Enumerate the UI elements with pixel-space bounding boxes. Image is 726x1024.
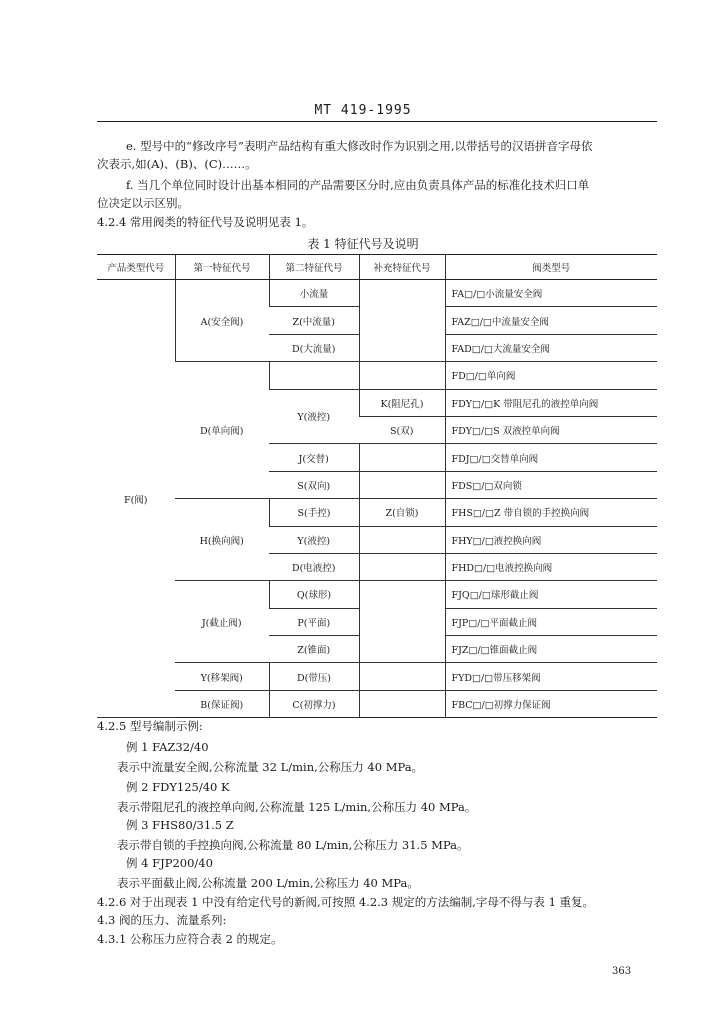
supplement-code-cell: Z(自锁): [359, 499, 445, 526]
col-header: 补充特征代号: [359, 255, 445, 280]
model-cell: FA□/□小流量安全阀: [445, 280, 657, 307]
supplement-code-cell: [359, 663, 445, 690]
model-cell: FDY□/□K 带阻尼孔的液控单向阀: [445, 389, 657, 416]
header-rule: [97, 121, 657, 122]
example-4-text: 表示平面截止阀,公称流量 200 L/min,公称压力 40 MPa。: [117, 876, 419, 890]
table-row: [97, 663, 657, 690]
second-code-cell: 小流量: [269, 280, 359, 307]
model-cell: FJQ□/□球形截止阀: [445, 581, 657, 608]
second-code-cell: Q(球形): [269, 581, 359, 608]
col-header: 产品类型代号: [97, 255, 175, 280]
model-cell: FJZ□/□锥面截止阀: [445, 636, 657, 663]
first-code-cell: A(安全阀): [175, 280, 269, 362]
model-cell: FAZ□/□中流量安全阀: [445, 307, 657, 334]
table-row: [97, 581, 657, 608]
first-code-cell: H(换向阀): [175, 499, 269, 581]
supplement-code-cell: [359, 690, 445, 717]
supplement-code-cell: [359, 444, 445, 471]
second-code-cell: P(平面): [269, 608, 359, 635]
note-f-line2: 位决定以示区别。: [97, 196, 189, 210]
table-header-row: [97, 255, 657, 280]
first-code-cell: D(单向阀): [175, 362, 269, 499]
section-4-3-1: 4.3.1 公称压力应符合表 2 的规定。: [97, 932, 283, 946]
first-code-cell: B(保证阀): [175, 690, 269, 717]
second-code-cell: Z(中流量): [269, 307, 359, 334]
model-cell: FDY□/□S 双液控单向阀: [445, 416, 657, 443]
model-cell: FHY□/□液控换向阀: [445, 526, 657, 553]
supplement-code-cell: [359, 553, 445, 580]
first-code-cell: Y(移架阀): [175, 663, 269, 690]
model-cell: FJP□/□平面截止阀: [445, 608, 657, 635]
section-4-2-4: 4.2.4 常用阀类的特征代号及说明见表 1。: [97, 215, 314, 229]
second-code-cell: D(带压): [269, 663, 359, 690]
model-cell: FAD□/□大流量安全阀: [445, 334, 657, 361]
col-header: 第二特征代号: [269, 255, 359, 280]
model-cell: FHD□/□电液控换向阀: [445, 553, 657, 580]
supplement-code-cell: S(双): [359, 416, 445, 443]
second-code-cell: D(大流量): [269, 334, 359, 361]
table-row: [97, 690, 657, 717]
note-f-line1: f. 当几个单位同时设计出基本相同的产品需要区分时,应由负责具体产品的标准化技术归口单: [126, 178, 590, 192]
supplement-code-cell: [359, 280, 445, 362]
model-cell: FHS□/□Z 带自锁的手控换向阀: [445, 499, 657, 526]
model-cell: FDS□/□双向锁: [445, 471, 657, 498]
feature-code-table: [97, 254, 657, 718]
example-4-label: 例 4 FJP200/40: [126, 856, 213, 870]
supplement-code-cell: [359, 581, 445, 663]
second-code-cell: [269, 362, 359, 389]
second-code-cell: J(交替): [269, 444, 359, 471]
section-4-2-6: 4.2.6 对于出现表 1 中没有给定代号的新阀,可按照 4.2.3 规定的方法编制,字母不得与表 1 重复。: [97, 895, 595, 909]
table-row: [97, 499, 657, 526]
second-code-cell: Z(锥面): [269, 636, 359, 663]
example-2-label: 例 2 FDY125/40 K: [126, 780, 230, 794]
second-code-cell: Y(液控): [269, 526, 359, 553]
col-header: 阀类型号: [445, 255, 657, 280]
model-cell: FBC□/□初撑力保证阀: [445, 690, 657, 717]
first-code-cell: J(截止阀): [175, 581, 269, 663]
second-code-cell: S(双向): [269, 471, 359, 498]
section-4-3: 4.3 阀的压力、流量系列:: [97, 913, 227, 927]
second-code-cell: S(手控): [269, 499, 359, 526]
second-code-cell: D(电液控): [269, 553, 359, 580]
note-e-line2: 次表示,如(A)、(B)、(C)……。: [97, 157, 257, 171]
example-3-label: 例 3 FHS80/31.5 Z: [126, 818, 234, 832]
page-number: 363: [612, 966, 632, 977]
section-4-2-5: 4.2.5 型号编制示例:: [97, 719, 203, 733]
page-header: MT 419-1995: [314, 103, 412, 118]
example-1-label: 例 1 FAZ32/40: [126, 740, 209, 754]
table-caption: 表 1 特征代号及说明: [307, 237, 419, 251]
note-e-line1: e. 型号中的“修改序号”表明产品结构有重大修改时作为识别之用,以带括号的汉语拼音字母依: [126, 139, 593, 153]
supplement-code-cell: [359, 526, 445, 553]
col-header: 第一特征代号: [175, 255, 269, 280]
product-type-cell: F(阀): [97, 280, 175, 718]
supplement-code-cell: [359, 471, 445, 498]
supplement-code-cell: [359, 362, 445, 389]
table-row: [97, 362, 657, 389]
supplement-code-cell: K(阻尼孔): [359, 389, 445, 416]
example-1-text: 表示中流量安全阀,公称流量 32 L/min,公称压力 40 MPa。: [117, 760, 424, 774]
model-cell: FYD□/□带压移架阀: [445, 663, 657, 690]
model-cell: FDJ□/□交替单向阀: [445, 444, 657, 471]
example-2-text: 表示带阻尼孔的液控单向阀,公称流量 125 L/min,公称压力 40 MPa。: [117, 800, 477, 814]
model-cell: FD□/□单向阀: [445, 362, 657, 389]
second-code-cell: C(初撑力): [269, 690, 359, 717]
table-row: [97, 280, 657, 307]
example-3-text: 表示带自锁的手控换向阀,公称流量 80 L/min,公称压力 31.5 MPa。: [117, 838, 469, 852]
second-code-cell: Y(液控): [269, 389, 359, 444]
